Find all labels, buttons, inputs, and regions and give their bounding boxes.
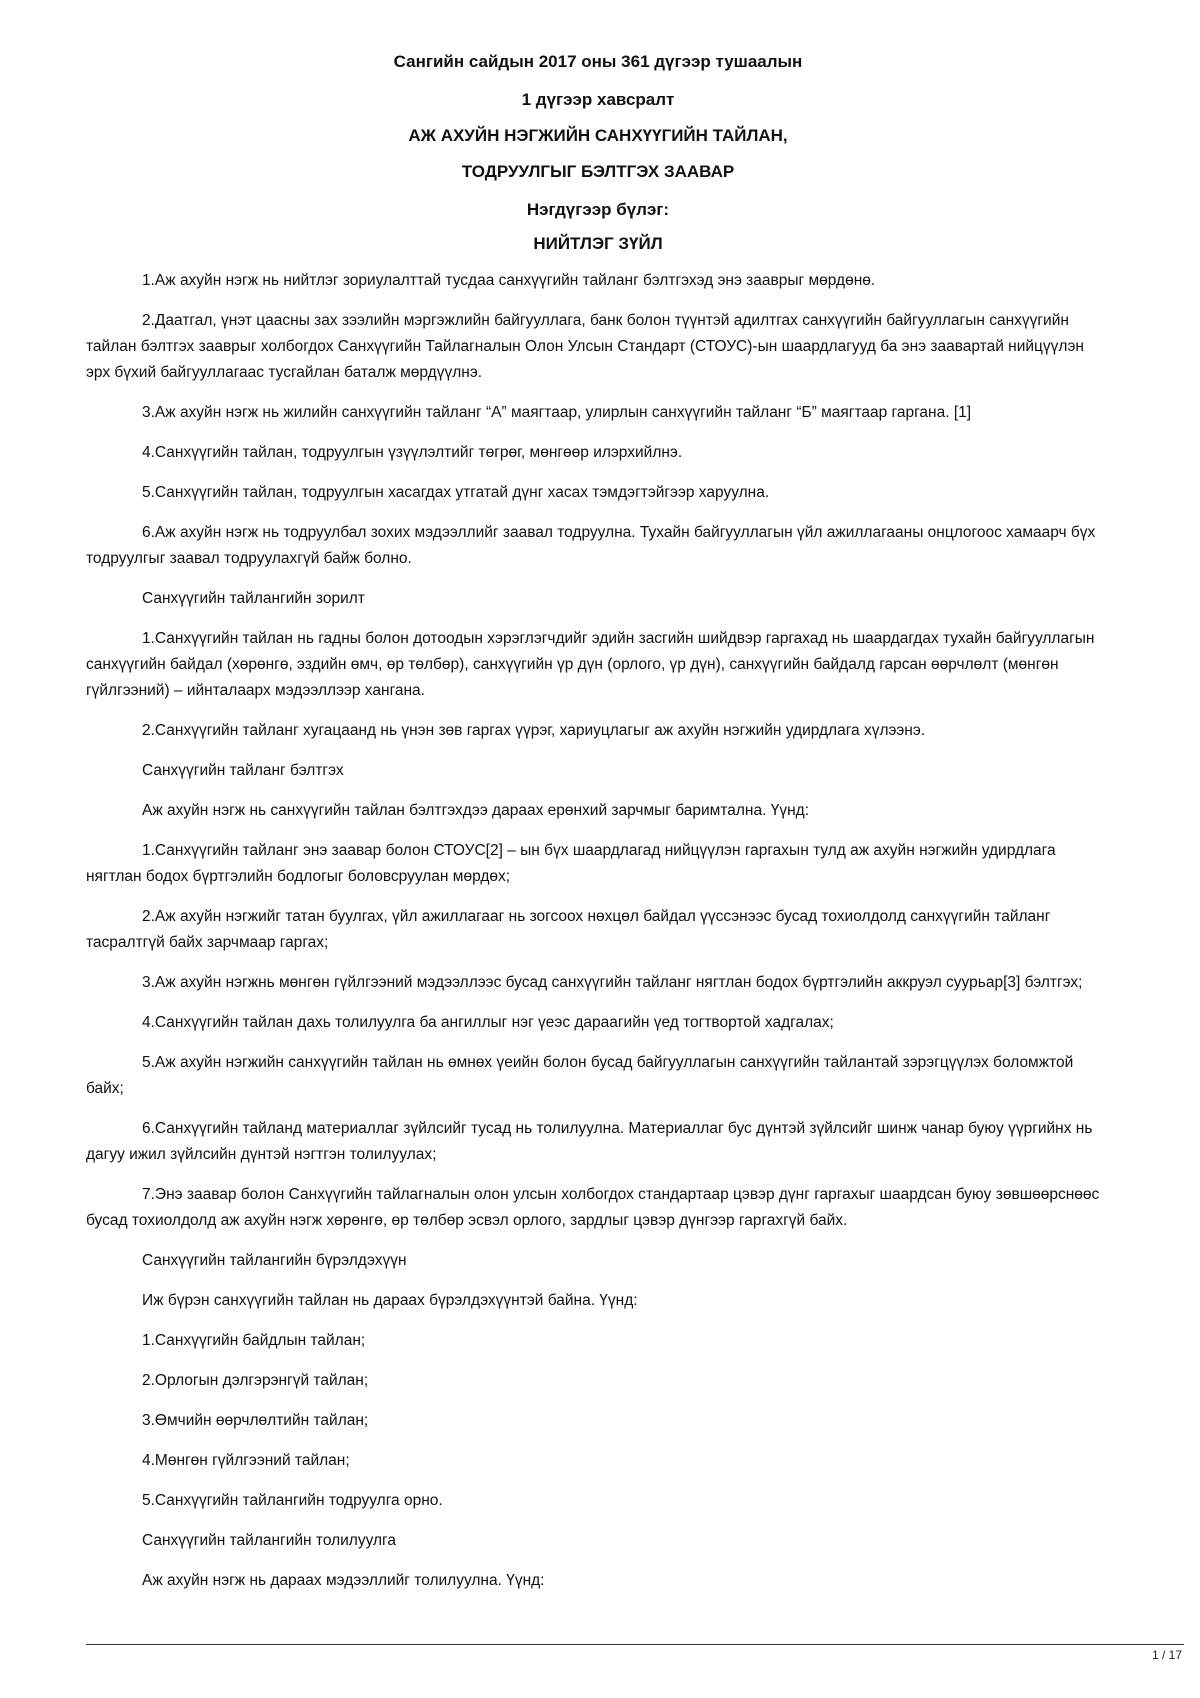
chapter-number: Нэгдүгээр бүлэг:	[526, 200, 670, 219]
section-heading: Санхүүгийн тайлангийн бүрэлдэхүүн	[142, 1252, 407, 1269]
document-content	[86, 50, 1110, 1608]
order-reference: Сангийн сайдын 2017 оны 361 дүгээр тушаалын	[393, 52, 803, 71]
paragraph: 2.Санхүүгийн тайланг хугацаанд нь үнэн зөв гаргах үүрэг, хариуцлагыг аж ахуйн нэгжийн удирдлага хүлээнэ.	[142, 722, 926, 739]
paragraph: 3.Аж ахуйн нэгж нь жилийн санхүүгийн тайланг “А” маягтаар, улирлын санхүүгийн тайланг “Б” маягтаар гаргана. [1]	[142, 404, 972, 421]
paragraph: 1.Санхүүгийн тайлан нь гадны болон дотоодын хэрэглэгчдийг эдийн засгийн шийдвэр гаргахад нь шаардагдах тухайн байгууллагын санхүүгийн байдал (хөрөнгө, эздийн өмч, өр төлбөр), санхүүгийн үр дүн (орлого, үр дүн), санхүүгийн байдалд гарсан өөрчлөлт (мөнгөн гүйлгээний) – ийнталаарх мэдээллээр хангана.	[86, 630, 1095, 699]
paragraph: 5.Аж ахуйн нэгжийн санхүүгийн тайлан нь өмнөх үеийн болон бусад байгууллагын санхүүгийн тайлантай зэрэгцүүлэх боломжтой байх;	[86, 1054, 1074, 1097]
paragraph: 4.Санхүүгийн тайлан, тодруулгын үзүүлэлтийг төгрөг, мөнгөөр илэрхийлнэ.	[142, 444, 683, 461]
footer-divider	[86, 1644, 1184, 1645]
paragraph: 2.Даатгал, үнэт цаасны зах зээлийн мэргэжлийн байгууллага, банк болон түүнтэй адилтгах санхүүгийн байгууллагын санхүүгийн тайлан бэлтгэх зааврыг холбогдох Санхүүгийн Тайлагналын Олон Улсын Стандарт (СТОУС)-ын шаардлагууд ба энэ заавартай нийцүүлэн эрх бүхий байгууллагаас тусгайлан баталж мөрдүүлнэ.	[86, 312, 1084, 381]
paragraph: 7.Энэ заавар болон Санхүүгийн тайлагналын олон улсын холбогдох стандартаар цэвэр дүнг гаргахыг шаардсан буюу зөвшөөрснөөс бусад тохиолдолд аж ахуйн нэгж хөрөнгө, өр төлбөр эсвэл орлого, зардлыг цэвэр дүнгээр гаргахгүй байх.	[86, 1186, 1100, 1229]
paragraph: 5.Санхүүгийн тайлан, тодруулгын хасагдах утгатай дүнг хасах тэмдэгтэйгээр харуулна.	[142, 484, 770, 501]
chapter-title: НИЙТЛЭГ ЗҮЙЛ	[533, 234, 663, 253]
list-item: 3.Өмчийн өөрчлөлтийн тайлан;	[142, 1412, 369, 1429]
paragraph: 6.Санхүүгийн тайланд материаллаг зүйлсийг тусад нь толилуулна. Материаллаг бус дүнтэй зүйлсийг шинж чанар буюу үүргийнх нь дагуу ижил зүйлсийн дүнтэй нэгтгэн толилуулах;	[86, 1120, 1093, 1163]
list-item: 1.Санхүүгийн байдлын тайлан;	[142, 1332, 366, 1349]
paragraph: 6.Аж ахуйн нэгж нь тодруулбал зохих мэдээллийг заавал тодруулна. Тухайн байгууллагын үйл ажиллагааны онцлогоос хамаарч бүх тодруулгыг заавал тодруулахгүй байж болно.	[86, 524, 1096, 567]
document-title-line-1: АЖ АХУЙН НЭГЖИЙН САНХҮҮГИЙН ТАЙЛАН,	[408, 126, 788, 145]
paragraph: 1.Санхүүгийн тайланг энэ заавар болон СТОУС[2] – ын бүх шаардлагад нийцүүлэн гаргахын тулд аж ахуйн нэгжийн удирдлага нягтлан бодох бүртгэлийн бодлогыг боловсруулан мөрдөх;	[86, 842, 1056, 885]
list-item: 4.Мөнгөн гүйлгээний тайлан;	[142, 1452, 350, 1469]
paragraph: Иж бүрэн санхүүгийн тайлан нь дараах бүрэлдэхүүнтэй байна. Үүнд:	[142, 1292, 638, 1309]
paragraph: Аж ахуйн нэгж нь дараах мэдээллийг толилуулна. Үүнд:	[142, 1572, 545, 1589]
paragraph: 2.Аж ахуйн нэгжийг татан буулгах, үйл ажиллагааг нь зогсоох нөхцөл байдал үүссэнээс бусад тохиолдолд санхүүгийн тайланг тасралтгүй байх зарчмаар гаргах;	[86, 908, 1051, 951]
paragraph: 1.Аж ахуйн нэгж нь нийтлэг зориулалттай тусдаа санхүүгийн тайланг бэлтгэхэд энэ зааврыг мөрдөнө.	[142, 272, 876, 289]
list-item: 2.Орлогын дэлгэрэнгүй тайлан;	[142, 1372, 369, 1389]
document-title-line-2: ТОДРУУЛГЫГ БЭЛТГЭХ ЗААВАР	[461, 162, 735, 181]
paragraph: Аж ахуйн нэгж нь санхүүгийн тайлан бэлтгэхдээ дараах ерөнхий зарчмыг баримтална. Үүнд:	[142, 802, 809, 819]
section-heading: Санхүүгийн тайлангийн зорилт	[142, 590, 365, 607]
annex-number: 1 дүгээр хавсралт	[521, 90, 675, 109]
list-item: 5.Санхүүгийн тайлангийн тодруулга орно.	[142, 1492, 443, 1509]
paragraph: 4.Санхүүгийн тайлан дахь толилуулга ба ангиллыг нэг үеэс дараагийн үед тогтвортой хадгалах;	[142, 1014, 834, 1031]
paragraph: 3.Аж ахуйн нэгжнь мөнгөн гүйлгээний мэдээллээс бусад санхүүгийн тайланг нягтлан бодох бүртгэлийн аккруэл суурьар[3] бэлтгэх;	[142, 974, 1083, 991]
section-heading: Санхүүгийн тайланг бэлтгэх	[142, 762, 344, 779]
section-heading: Санхүүгийн тайлангийн толилуулга	[142, 1532, 396, 1549]
page-number: 1 / 17	[1151, 1648, 1182, 1662]
